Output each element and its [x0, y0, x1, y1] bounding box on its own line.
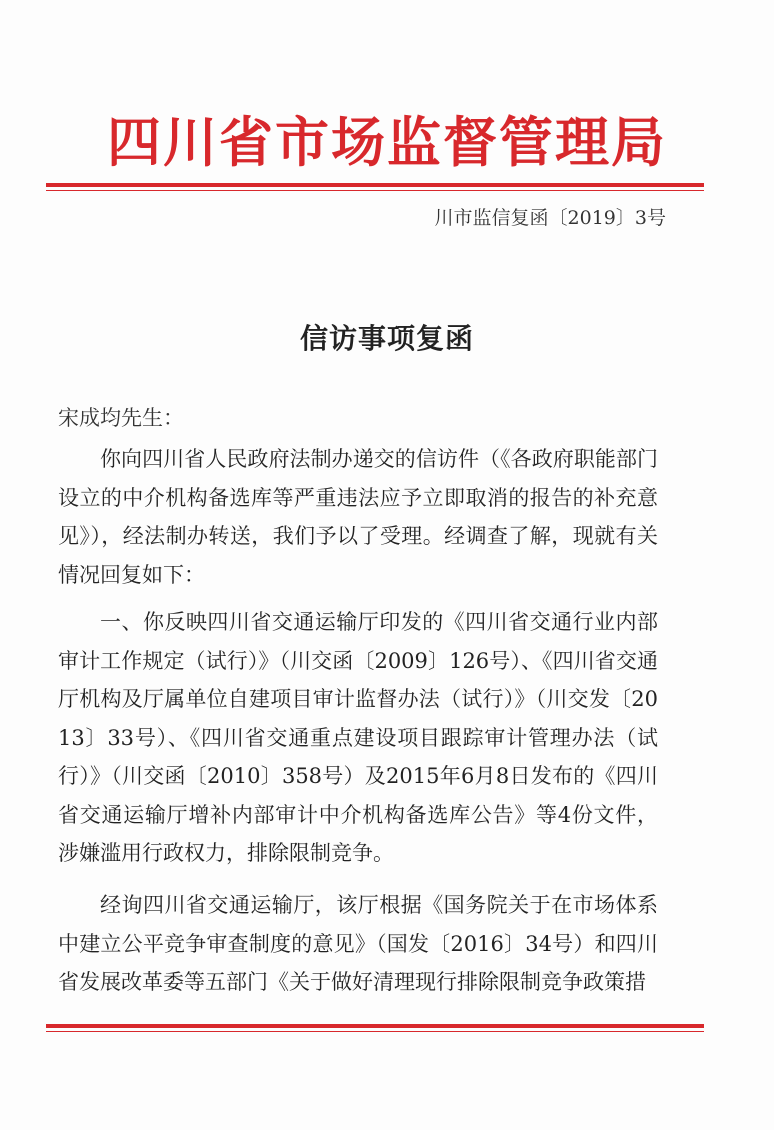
letterhead-top-rule — [46, 183, 704, 191]
thick-red-line — [46, 183, 704, 187]
document-number: 川市监信复函〔2019〕3号 — [434, 207, 666, 229]
document-title: 信访事项复函 — [299, 322, 474, 355]
body-paragraph-2: 一、你反映四川省交通运输厅印发的《四川省交通行业内部审计工作规定（试行）》（川交函〔2009〕126号）、《四川省交通厅机构及厅属单位自建项目审计监督办法（试行）》（川交发〔2013〕33号）、《四川省交通重点建设项目跟踪审计管理办法（试行）》（川交函〔2010〕358号）及2015年6月8日发布的《四川省交通运输厅增补内部审计中介机构备选库公告》等4份文件，涉嫌滥用行政权力，排除限制竞争。 — [58, 610, 658, 865]
body-paragraph-1: 你向四川省人民政府法制办递交的信访件（《各政府职能部门设立的中介机构备选库等严重违法应予立即取消的报告的补充意见》），经法制办转送，我们予以了受理。经调查了解，现就有关情况回复如下： — [58, 447, 658, 587]
salutation: 宋成均先生： — [58, 406, 184, 430]
footer-rule — [46, 1024, 704, 1032]
body-paragraph-3: 经询四川省交通运输厅，该厅根据《国务院关于在市场体系中建立公平竞争审查制度的意见》（国发〔2016〕34号）和四川省发展改革委等五部门《关于做好清理现行排除限制竞争政策措 — [58, 893, 658, 994]
thick-red-line — [46, 1024, 704, 1028]
thin-red-line — [46, 1031, 704, 1032]
organization-letterhead: 四川省市场监督管理局 — [107, 110, 667, 174]
thin-red-line — [46, 190, 704, 191]
